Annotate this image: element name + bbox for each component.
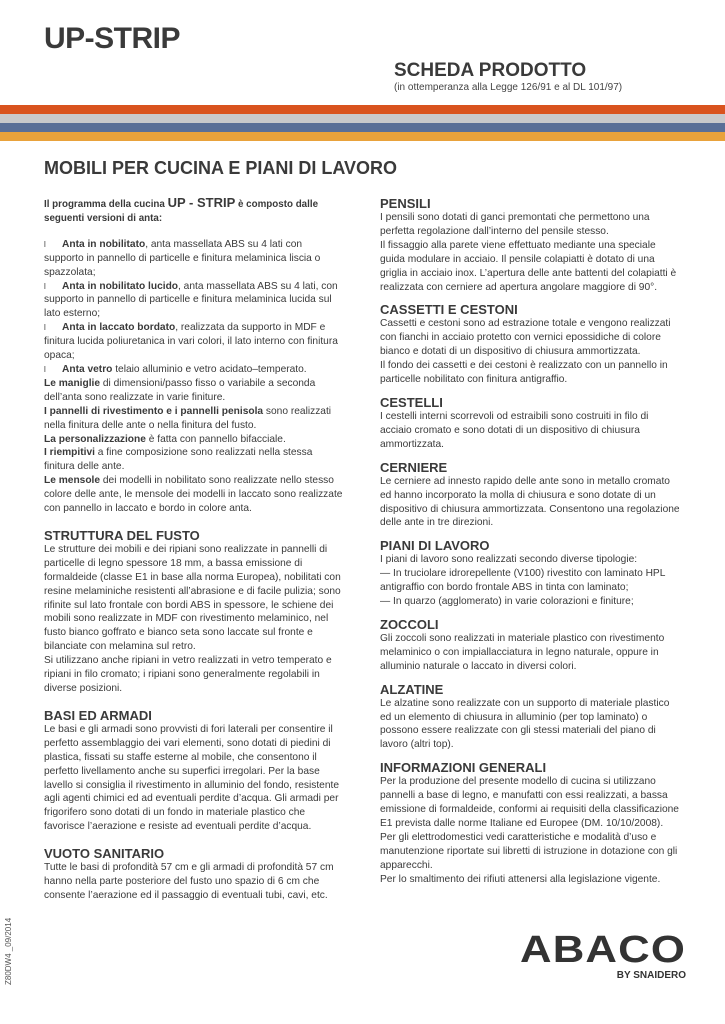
abaco-logo [518,932,688,982]
section-title-piani: PIANI DI LAVORO [380,538,490,554]
info-text-2: Per lo smaltimento dei rifiuti attenersi alla legislazione vigente. [380,873,661,885]
section-title-struttura: STRUTTURA DEL FUSTO [44,527,200,543]
section-title-alzatine: ALZATINE [380,681,444,697]
item-label: Anta in nobilitato [62,238,146,250]
para-text: di dimensioni/passo fisso o variabile a seconda dell’anta sono realizzate in varie finiture. [44,377,316,403]
document-code: Z80DW4 _09/2014 [4,917,13,985]
item-text: , anta massellata ABS su 4 lati con supporto in pannello di particelle e finitura melaminica liscia o spazzolata; [44,238,321,278]
section-title-cerniere: CERNIERE [380,459,448,475]
para-pannelli [44,405,344,433]
stripe-grey [0,114,725,123]
para-text: a fine composizione sono realizzati nella stessa finitura delle ante. [44,447,313,473]
para-label: I riempitivi [44,447,95,459]
list-item [44,363,344,377]
para-text: dei modelli in nobilitato sono realizzate nello stesso colore delle ante, le mensole dei modelli in laccato sono realizzate con pannello in laccato e bordo in colore anta. [44,475,343,515]
section-title-zoccoli: ZOCCOLI [380,616,439,632]
stripe-yellow [0,132,725,141]
para-mensole [44,474,344,516]
logo-sub: BY SNAIDERO [616,970,686,981]
item-label: Anta in laccato bordato [62,322,176,334]
basi-text: Le basi e gli armadi sono provvisti di fori laterali per consentire il perfetto assemblaggio dei vari elementi, sono dotati di piedini di plastica, fissati su staffe esterne al mobile, che consentono il perfetto livellamento anche su superfici irregolari. Per la base lavello si consiglia il rivestimento in alluminio del fondo, resistente agli agenti chimici ed ad eventuali perdite d’acqua. Gli armadi per frigorifero sono dotati di un fondo in materiale plastico che favorisce l’aerazione e resiste ad eventuali perdite d’acqua. [44,723,340,833]
cassetti-text-2: Il fondo dei cassetti e dei cestoni è realizzato con un pannello in particelle nobilitato con finitura antigraffio. [380,360,668,386]
logo-main: ABACO [520,932,686,971]
item-label: Anta vetro [62,363,113,375]
struttura-text: Le strutture dei mobili e dei ripiani sono realizzate in pannelli di particelle di legno spessore 18 mm, a bassa emissione di formaldeide (classe E1 in base alla norma Europea), nobilitati con resine melaminiche resistenti all’abrasione e di facile pulizia; sono rifinite sul lato frontale con bordi ABS in spessore, le schiene dei mobili sono realizzate in MDF con rivestimento melaminico, nel fusto bianco goffrato e bianco seta sono laccate sul fronte e bilanciate con melamina sul retro. [44,543,341,653]
para-label: I pannelli di rivestimento e i pannelli penisola [44,405,264,417]
cestelli-text: I cestelli interni scorrevoli od estraibili sono costruiti in filo di acciaio cromato e sono dotati di un dispositivo di chiusura ammortizzata. [380,410,649,450]
list-item [44,280,344,322]
section-title-basi: BASI ED ARMADI [44,707,152,723]
ante-list [44,238,344,377]
para-riempitivi [44,446,344,474]
para-label: La personalizzazione [44,433,146,445]
pensili-text: I pensili sono dotati di ganci premontati che permettono una perfetta regolazione dall’interno del pensile stesso. [380,212,650,237]
piani-text-3: — In quarzo (agglomerato) in varie colorazioni e finiture; [380,596,634,608]
intro-part: è composto dalle seguenti versioni di anta: [44,199,319,224]
color-stripes [0,105,725,141]
list-item [44,321,344,363]
section-title-vuoto: VUOTO SANITARIO [44,846,165,862]
intro-part: Il programma della cucina [44,199,168,210]
cassetti-text: Cassetti e cestoni sono ad estrazione totale e vengono realizzati con fianchi in acciaio protetto con vernici epossidiche di colore bianco e dotati di un dispositivo di chiusura ammortizzata. [380,318,671,358]
piani-text: I piani di lavoro sono realizzati secondo diverse tipologie: [380,554,638,566]
info-text: Per la produzione del presente modello di cucina si utilizzano pannelli a base di legno, e manufatti con essi realizzati, a bassa emissione di formaldeide, conformi ai requisiti della classificazione E1 prevista dalle norme Italiane ed Europee (DM. 10/10/2008). Per gli elettrodomestici vedi caratteristiche e modalità d’uso e manutenzione riportate sui libretti di istruzione in dotazione con gli apparecchi. [380,776,679,871]
para-personalizzazione [44,433,344,447]
product-title: UP-STRIP [44,22,181,55]
para-text: è fatta con pannello bifacciale. [145,433,286,445]
sheet-subtitle: (in ottemperanza alla Legge 126/91 e al DL 101/97) [394,82,623,93]
section-title-cassetti: CASSETTI E CESTONI [380,302,518,318]
intro-text [44,196,344,226]
right-column [380,196,680,887]
alzatine-text: Le alzatine sono realizzate con un supporto di materiale plastico ed un elemento di chiusura in alluminio (per top laminato) o possono essere realizzate con gli stessi materiali del piano di lavoro (altri top). [380,697,670,751]
bullet-icon: l [44,281,46,291]
item-text: , anta massellata ABS su 4 lati, con supporto in pannello di particelle e finitura melaminica lucida sul lato esterno; [44,280,338,320]
section-title-cestelli: CESTELLI [380,394,443,410]
cerniere-text: Le cerniere ad innesto rapido delle ante sono in metallo cromato ed hanno incorporato la molla di chiusura e sono dotate di un dispositivo di chiusura ammortizzata. Consentono una regolazione delle ante in tre direzioni. [380,475,680,529]
stripe-orange [0,105,725,114]
model-name: UP - STRIP [167,195,236,210]
para-maniglie [44,377,344,405]
bullet-icon: l [44,323,46,333]
stripe-blue [0,123,725,132]
list-item [44,238,344,280]
pensili-text-2: Il fissaggio alla parete viene effettuato mediante una speciale guida modulare in acciaio. Il pensile colapiatti è dotato di una griglia in acciaio inox. L’apertura delle ante battenti del colapiatti è realizzata con cerniere ad apertura angolare maggiore di 90°. [380,239,677,293]
bullet-icon: l [44,364,46,374]
para-text: sono realizzati nella finitura delle ante o nella finitura del fusto. [44,405,332,431]
item-text: , realizzata da supporto in MDF e finitura lucida poliuretanica in vari colori, il lato interno con finitura opaca; [44,322,338,362]
bullet-icon: l [44,239,46,249]
left-column [44,196,344,903]
sheet-title: SCHEDA PRODOTTO [394,60,587,81]
struttura-text-2: Si utilizzano anche ripiani in vetro realizzati in vetro temperato e ripiani in filo cromato; i ripiani sono generalmente regolabili in diverse posizioni. [44,655,332,694]
vuoto-text: Tutte le basi di profondità 57 cm e gli armadi di profondità 57 cm hanno nella parte posteriore del fusto uno spazio di 6 cm che consente l’aerazione ed il passaggio di eventuali tubi, cavi, etc. [44,862,334,901]
item-label: Anta in nobilitato lucido [62,280,179,292]
main-heading: MOBILI PER CUCINA E PIANI DI LAVORO [44,158,398,178]
section-title-pensili: PENSILI [380,196,431,211]
para-label: Le mensole [44,475,101,487]
sheet-header [394,60,622,93]
item-text: telaio alluminio e vetro acidato–temperato. [112,363,307,375]
para-label: Le maniglie [44,377,101,389]
zoccoli-text: Gli zoccoli sono realizzati in materiale plastico con rivestimento melaminico o con impiallacciatura in legno naturale, oppure in alluminio naturale o laccato in diversi colori. [380,632,665,672]
piani-text-2: — In truciolare idrorepellente (V100) rivestito con laminato HPL antigraffio con bordo frontale ABS in tinta con laminato; [380,568,666,594]
section-title-info: INFORMAZIONI GENERALI [380,760,547,776]
